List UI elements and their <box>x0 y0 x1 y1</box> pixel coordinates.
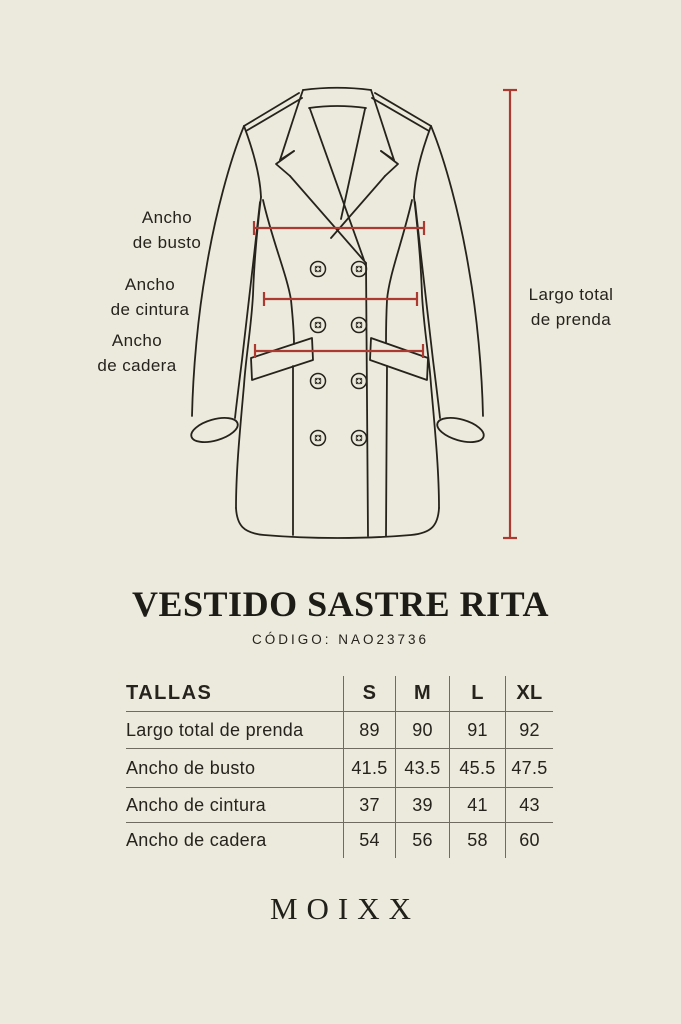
size-table-header-m: M <box>395 676 449 712</box>
cell-largo-s: 89 <box>343 712 395 749</box>
coat-buttons <box>311 262 367 446</box>
hip-width-label <box>57 328 217 378</box>
product-title: VESTIDO SASTRE RITA <box>132 584 549 624</box>
size-table-header-l: L <box>449 676 505 712</box>
size-table-header-tallas: TALLAS <box>126 676 343 712</box>
left-pocket-flap <box>251 338 313 380</box>
cell-busto-l: 45.5 <box>449 749 505 788</box>
waist-width-label <box>70 272 230 322</box>
bust-width-label-line1: Ancho <box>141 208 193 227</box>
size-table-header-xl: XL <box>505 676 553 712</box>
cell-largo-m: 90 <box>395 712 449 749</box>
cell-cintura-xl: 43 <box>505 788 553 823</box>
product-code: CÓDIGO: NAO23736 <box>251 632 430 647</box>
cell-cadera-s: 54 <box>343 823 395 858</box>
cell-cadera-l: 58 <box>449 823 505 858</box>
cell-cadera-m: 56 <box>395 823 449 858</box>
bust-width-label <box>87 205 247 255</box>
brand-logo: MOIXX <box>269 891 421 926</box>
waist-width-label-line1: Ancho <box>124 275 176 294</box>
row-label-largo-total: Largo total de prenda <box>126 712 343 749</box>
hip-width-label-line1: Ancho <box>111 331 163 350</box>
total-length-label <box>491 282 651 332</box>
waist-width-label-line2: de cintura <box>110 300 190 319</box>
row-label-ancho-busto: Ancho de busto <box>126 749 343 788</box>
cell-largo-xl: 92 <box>505 712 553 749</box>
total-length-label-line2: de prenda <box>530 310 612 329</box>
coat-outline <box>189 88 487 538</box>
row-label-ancho-cadera: Ancho de cadera <box>126 830 267 850</box>
cell-cintura-m: 39 <box>395 788 449 823</box>
row-label-ancho-cintura: Ancho de cintura <box>126 788 343 823</box>
right-pocket-flap <box>370 338 428 380</box>
cell-cintura-l: 41 <box>449 788 505 823</box>
cell-busto-xl: 47.5 <box>505 749 553 788</box>
bust-width-label-line2: de busto <box>132 233 202 252</box>
hip-width-label-line2: de cadera <box>97 356 177 375</box>
cell-busto-s: 41.5 <box>343 749 395 788</box>
cell-cintura-s: 37 <box>343 788 395 823</box>
size-table-header-s: S <box>343 676 395 712</box>
size-table <box>126 676 553 858</box>
waist-measure-line <box>264 292 417 306</box>
total-length-label-line1: Largo total <box>528 285 614 304</box>
cell-cadera-xl: 60 <box>505 823 553 858</box>
hip-measure-line <box>255 344 423 358</box>
cell-busto-m: 43.5 <box>395 749 449 788</box>
cell-largo-l: 91 <box>449 712 505 749</box>
